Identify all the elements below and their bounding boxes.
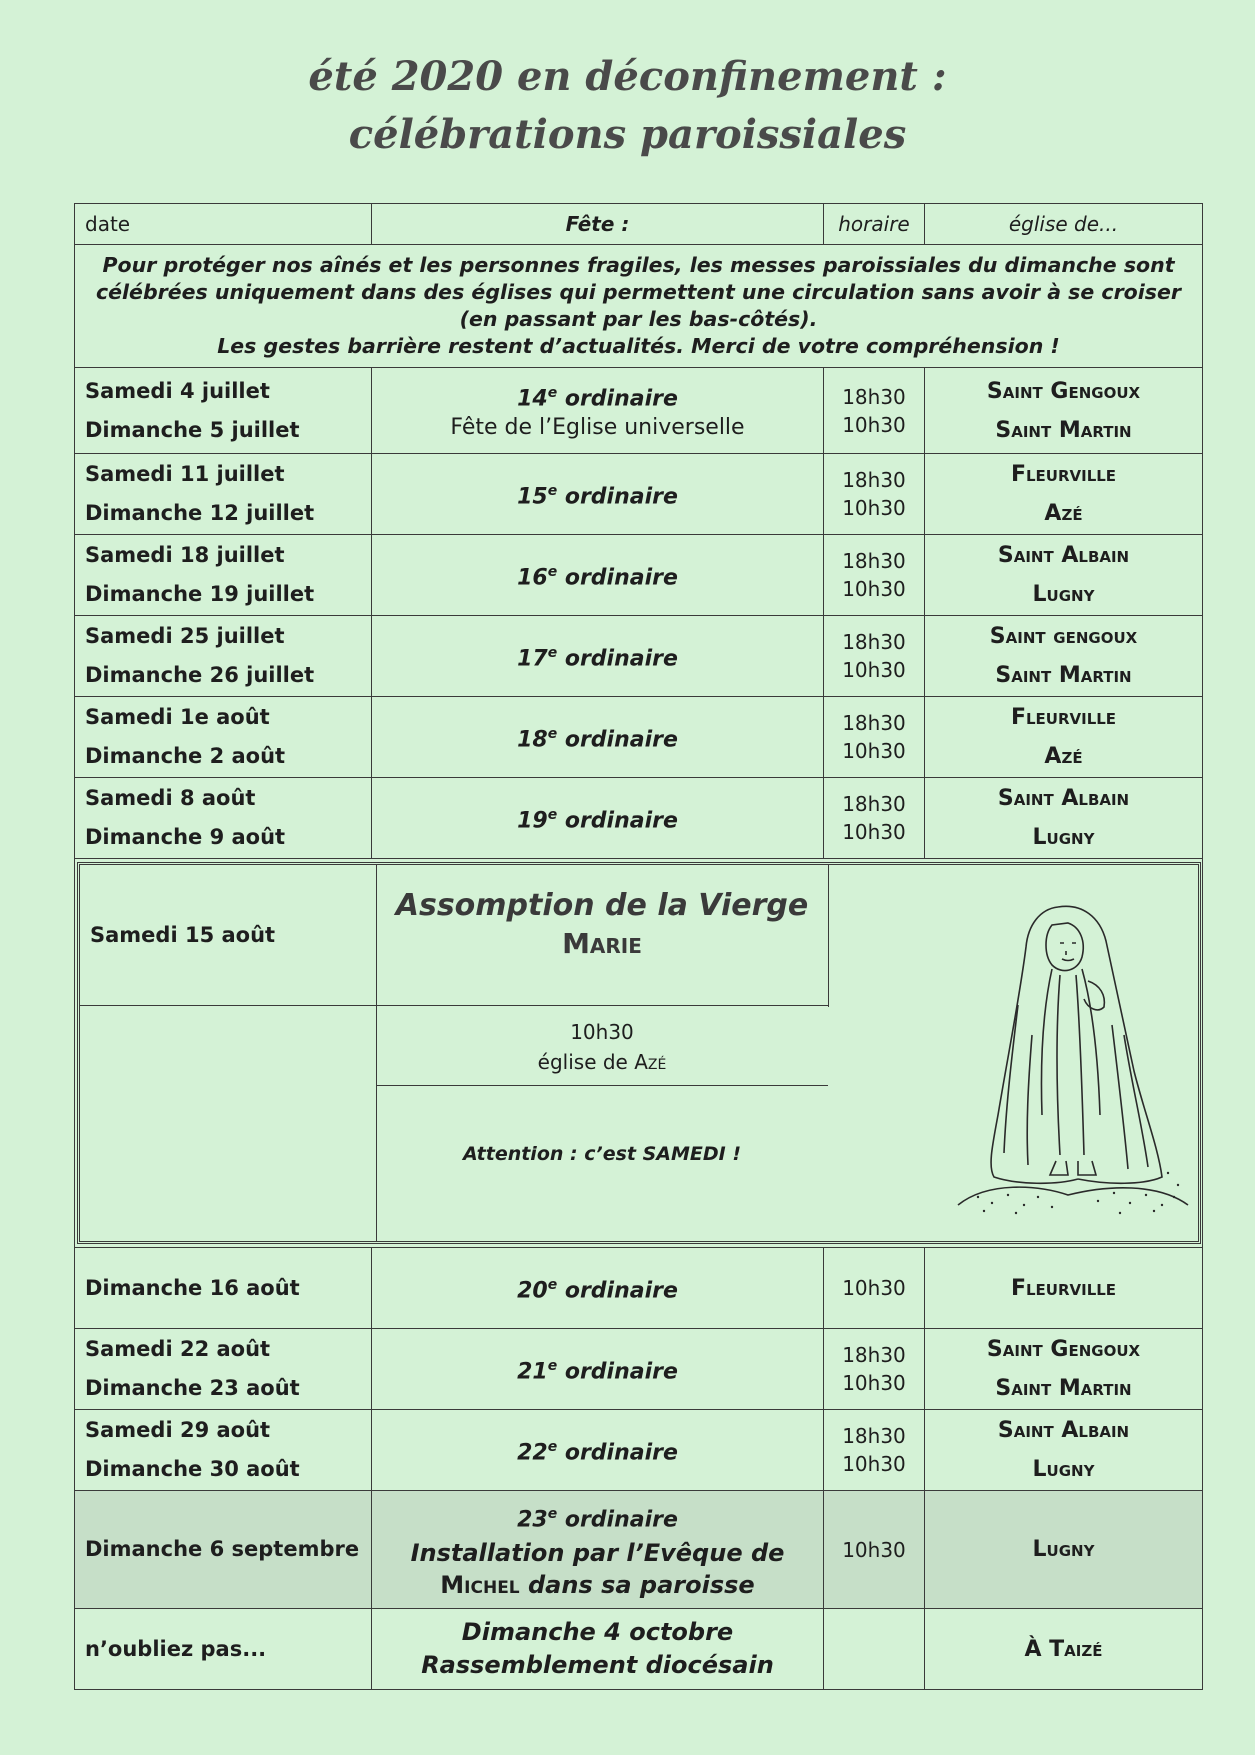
fete-number: 21 [517,1359,548,1385]
times-cell [824,616,925,697]
church-sunday: Saint Martin [995,417,1132,443]
time-sunday: 10h30 [842,577,906,601]
reminder-event: Rassemblement diocésain [421,1651,774,1679]
fete-sup: e [547,725,558,742]
fete-sup: e [547,563,558,580]
fete-cell [372,697,824,778]
page-title [0,48,1255,164]
fete-line3: dans sa paroisse [519,1570,755,1599]
church-sunday: Saint Martin [995,1376,1132,1401]
fete-sup: e [547,384,558,401]
reminder-date: Dimanche 4 octobre [461,1618,734,1646]
sunday-date: Dimanche 12 juillet [85,501,315,525]
fete-sup: e [547,1276,558,1293]
time-saturday: 18h30 [842,630,906,654]
church-sunday: Lugny [1032,1457,1095,1482]
time-sunday: 10h30 [842,412,906,437]
notice-line: célébrées uniquement dans des églises qui permettent une circulation sans avoir à se croiser [95,280,1182,304]
fete-number: 17 [517,646,548,672]
notice-line: (en passant par les bas-côtés). [459,307,818,331]
fete-number: 14 [517,386,548,412]
fete-sup: e [547,482,558,499]
church-sunday: Fleurville [1010,1275,1117,1301]
fete-label: ordinaire [557,808,678,834]
assumption-date: Samedi 15 août [90,923,276,947]
church-cell [925,616,1203,697]
notice-row [75,245,1203,368]
fete-cell [372,1609,824,1690]
fete-cell [372,1491,824,1609]
week-row [75,1491,1203,1609]
church-sunday: Lugny [1032,825,1095,850]
week-row [75,778,1203,859]
church-cell [925,697,1203,778]
notice-line: Pour protéger nos aînés et les personnes fragiles, les messes paroissiales du dimanche sont [102,253,1175,277]
times-cell [824,1329,925,1410]
sunday-date: Dimanche 6 septembre [85,1537,360,1561]
time-sunday: 10h30 [842,1452,906,1476]
church-sunday: Lugny [1032,582,1095,607]
assumption-box [77,862,1201,1244]
sunday-date: Dimanche 9 août [85,825,286,849]
notice-line: Les gestes barrière restent d’actualités. Merci de votre compréhension ! [217,334,1060,358]
title-line-2: célébrations paroissiales [348,111,907,158]
time-sunday: 10h30 [842,496,906,520]
church-saturday: Saint Albain [997,543,1130,568]
priest-name: Michel [440,1570,520,1599]
time-sunday: 10h30 [842,658,906,682]
week-row [75,454,1203,535]
fete-label: ordinaire [557,484,678,510]
times-cell [824,1248,925,1329]
fete-number: 18 [517,727,548,753]
divider [828,865,829,1007]
church-sunday: Azé [1044,744,1083,769]
dates-cell [75,1248,372,1329]
header-fete: Fête : [372,204,824,245]
assumption-time: 10h30 [570,1020,634,1044]
church-saturday: Saint Albain [997,1418,1130,1443]
fete-cell [372,1248,824,1329]
reminder-label: n’oubliez pas... [75,1609,372,1690]
church-sunday: Azé [1044,501,1083,526]
fete-cell [372,1410,824,1491]
sunday-date: Dimanche 26 juillet [85,663,315,687]
week-row [75,368,1203,454]
times-cell [824,1609,925,1690]
sunday-date: Dimanche 23 août [85,1376,300,1400]
assumption-row [75,859,1203,1248]
reminder-row [75,1609,1203,1690]
fete-sup: e [547,1506,558,1523]
header-date: date [75,204,372,245]
week-row [75,535,1203,616]
church-saturday: Fleurville [1010,462,1117,487]
church-saturday: Saint gengoux [989,624,1138,649]
dates-cell [75,535,372,616]
times-cell [824,1410,925,1491]
church-sunday: Saint Martin [995,663,1132,688]
reminder-place-text: À Taizé [1024,1636,1103,1662]
dates-cell [75,368,372,454]
fete-extra: Fête de l’Eglise universelle [450,415,745,441]
church-saturday: Saint Gengoux [986,1337,1141,1362]
time-sunday: 10h30 [842,820,906,844]
fete-cell [372,1329,824,1410]
fete-sup: e [547,644,558,661]
fete-number: 23 [517,1507,548,1533]
fete-label: ordinaire [557,386,678,412]
fete-label: ordinaire [557,646,678,672]
dates-cell [75,616,372,697]
week-row [75,1410,1203,1491]
sunday-date: Dimanche 16 août [85,1275,300,1300]
saturday-date: Samedi 25 juillet [85,624,285,648]
assumption-attention: Attention : c’est SAMEDI ! [462,1143,741,1165]
fete-line2: Installation par l’Evêque de [410,1538,785,1567]
assumption-place: Azé [634,1050,667,1074]
reminder-place [925,1609,1203,1690]
church-saturday: Fleurville [1010,705,1117,730]
time-saturday: 18h30 [842,468,906,492]
divider [80,1005,828,1006]
times-cell [824,368,925,454]
week-row [75,1248,1203,1329]
church-cell [925,454,1203,535]
church-cell [925,368,1203,454]
dates-cell [75,697,372,778]
fete-number: 19 [517,808,548,834]
church-cell [925,1248,1203,1329]
saturday-date: Samedi 8 août [85,786,256,810]
time-saturday: 18h30 [842,792,906,816]
times-cell [824,454,925,535]
church-saturday: Saint Gengoux [986,378,1141,404]
fete-sup: e [547,1357,558,1374]
sunday-date: Dimanche 30 août [85,1457,300,1481]
assumption-title-line2: Marie [562,927,642,960]
saturday-date: Samedi 4 juillet [85,378,270,403]
time-saturday: 18h30 [842,711,906,735]
saturday-date: Samedi 22 août [85,1337,271,1361]
time-sunday: 10h30 [842,1276,906,1300]
times-cell [824,778,925,859]
virgin-mary-illustration [948,885,1198,1225]
fete-number: 15 [517,484,548,510]
fete-cell [372,616,824,697]
saturday-date: Samedi 11 juillet [85,462,285,486]
assumption-info [376,1017,828,1077]
dates-cell [75,454,372,535]
fete-cell [372,778,824,859]
fete-label: ordinaire [557,565,678,591]
fete-cell [372,535,824,616]
time-sunday: 10h30 [842,1537,906,1562]
assumption-title [376,887,828,963]
fete-number: 20 [517,1278,548,1304]
sunday-date: Dimanche 19 juillet [85,582,315,606]
church-cell [925,778,1203,859]
divider [376,1085,828,1086]
week-row [75,1329,1203,1410]
fete-cell [372,368,824,454]
week-row [75,616,1203,697]
time-sunday: 10h30 [842,1371,906,1395]
church-cell [925,1491,1203,1609]
time-sunday: 10h30 [842,739,906,763]
header-eglise: église de... [925,204,1203,245]
time-saturday: 18h30 [842,384,906,409]
fete-label: ordinaire [557,1359,678,1385]
church-cell [925,1410,1203,1491]
fete-label: ordinaire [557,727,678,753]
fete-number: 22 [517,1440,548,1466]
dates-cell [75,1410,372,1491]
time-saturday: 18h30 [842,1343,906,1367]
times-cell [824,535,925,616]
sunday-date: Dimanche 2 août [85,744,286,768]
fete-label: ordinaire [557,1278,678,1304]
fete-number: 16 [517,565,548,591]
times-cell [824,697,925,778]
assumption-cell [75,859,1203,1248]
fete-sup: e [547,1438,558,1455]
header-row [75,204,1203,245]
church-cell [925,535,1203,616]
schedule-table [74,203,1203,1690]
dates-cell [75,1329,372,1410]
fete-label: ordinaire [557,1440,678,1466]
church-cell [925,1329,1203,1410]
title-line-1: été 2020 en déconfinement : [308,53,947,100]
saturday-date: Samedi 29 août [85,1418,271,1442]
time-saturday: 18h30 [842,549,906,573]
fete-sup: e [547,806,558,823]
header-horaire: horaire [824,204,925,245]
assumption-title-line1: Assomption de la Vierge [395,888,809,923]
times-cell [824,1491,925,1609]
assumption-place-prefix: église de [537,1050,635,1074]
notice-text [75,245,1203,368]
time-saturday: 18h30 [842,1424,906,1448]
week-row [75,697,1203,778]
church-saturday: Saint Albain [997,786,1130,811]
dates-cell [75,778,372,859]
saturday-date: Samedi 18 juillet [85,543,285,567]
church-sunday: Lugny [1032,1537,1095,1562]
dates-cell [75,1491,372,1609]
fete-label: ordinaire [557,1507,678,1533]
sunday-date: Dimanche 5 juillet [85,417,300,442]
fete-cell [372,454,824,535]
saturday-date: Samedi 1e août [85,705,270,729]
